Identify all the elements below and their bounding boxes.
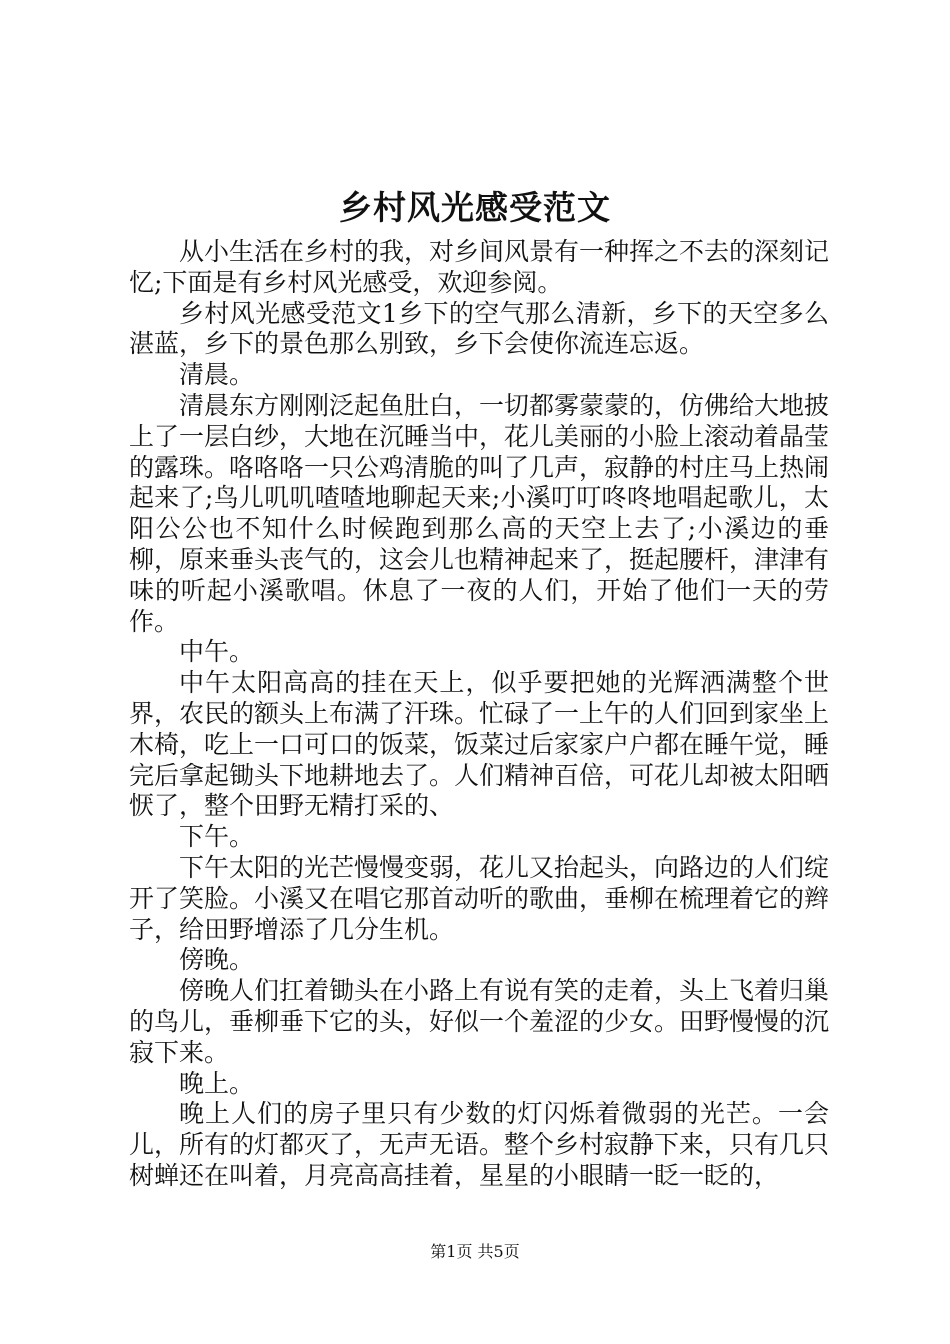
section-heading-night: 晚上。 (179, 1068, 255, 1098)
section-heading-dusk: 傍晚。 (179, 945, 255, 975)
document-title: 乡村风光感受范文 (339, 188, 611, 227)
paragraph-essay-opening: 乡村风光感受范文1乡下的空气那么清新，乡下的天空多么湛蓝，乡下的景色那么别致，乡下会使你流连忘返。 (129, 298, 829, 359)
paragraph-dusk: 傍晚人们扛着锄头在小路上有说有笑的走着，头上飞着归巢的鸟儿，垂柳垂下它的头，好似一个羞涩的少女。田野慢慢的沉寂下来。 (129, 976, 830, 1067)
paragraph-intro: 从小生活在乡村的我，对乡间风景有一种挥之不去的深刻记忆;下面是有乡村风光感受，欢迎参阅。 (129, 237, 830, 297)
section-heading-noon: 中午。 (179, 637, 255, 667)
paragraph-afternoon: 下午太阳的光芒慢慢变弱，花儿又抬起头，向路边的人们绽开了笑脸。小溪又在唱它那首动听的歌曲，垂柳在梳理着它的辫子，给田野增添了几分生机。 (129, 852, 830, 944)
section-heading-morning: 清晨。 (179, 360, 255, 390)
paragraph-night: 晚上人们的房子里只有少数的灯闪烁着微弱的光芒。一会儿，所有的灯都灭了，无声无语。整个乡村寂静下来，只有几只树蝉还在叫着，月亮高高挂着，星星的小眼睛一眨一眨的， (129, 1099, 830, 1190)
paragraph-morning: 清晨东方刚刚泛起鱼肚白，一切都雾蒙蒙的，仿佛给大地披上了一层白纱，大地在沉睡当中，花儿美丽的小脸上滚动着晶莹的露珠。咯咯咯一只公鸡清脆的叫了几声，寂静的村庄马上热闹起来了;鸟儿叽叽喳喳地聊起天来;小溪叮叮咚咚地唱起歌儿，太阳公公也不知什么时候跑到那么高的天空上去了;小溪边的垂柳，原来垂头丧气的，这会儿也精神起来了，挺起腰杆，津津有味的听起小溪歌唱。休息了一夜的人们，开始了他们一天的劳作。 (129, 390, 830, 636)
paragraph-noon: 中午太阳高高的挂在天上，似乎要把她的光辉洒满整个世界，农民的额头上布满了汗珠。忙碌了一上午的人们回到家坐上木椅，吃上一口可口的饭菜，饭菜过后家家户户都在睡午觉，睡完后拿起锄头下地耕地去了。人们精神百倍，可花儿却被太阳晒恹了，整个田野无精打采的、 (129, 668, 830, 821)
section-heading-afternoon: 下午。 (179, 822, 255, 852)
document-body (129, 237, 829, 1192)
page-number-footer: 第1页 共5页 (430, 1242, 520, 1261)
